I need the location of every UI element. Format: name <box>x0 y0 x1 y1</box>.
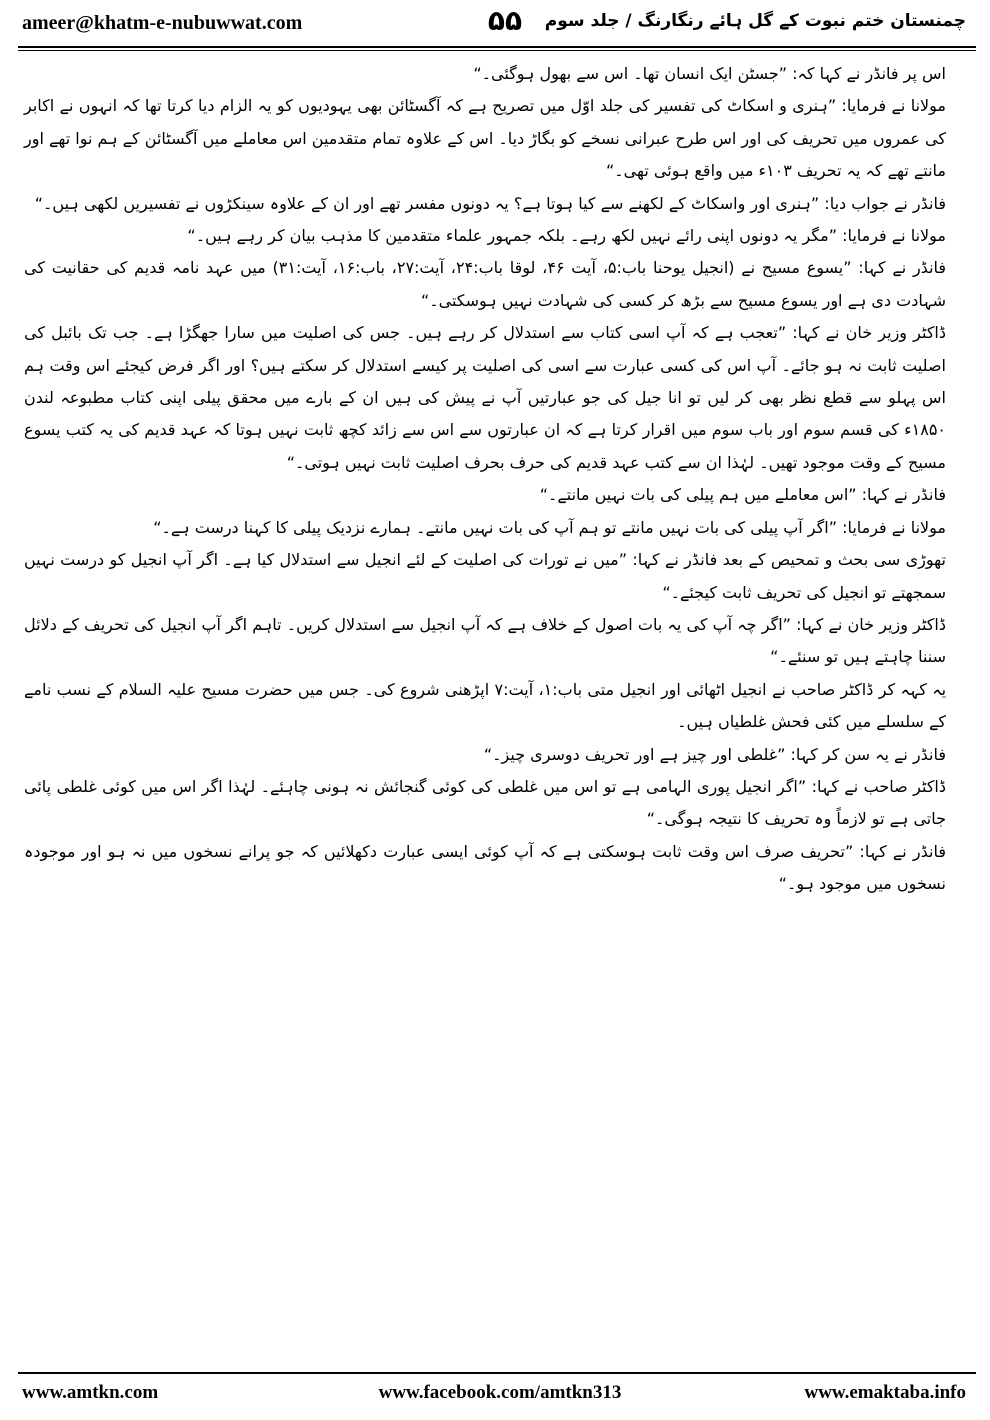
footer-rule <box>18 1372 976 1374</box>
paragraph: فانڈر نے یہ سن کر کہا: ”غلطی اور چیز ہے اور تحریف دوسری چیز۔“ <box>483 744 946 764</box>
footer-link-amtkn[interactable]: www.amtkn.com <box>22 1382 159 1403</box>
paragraph: ڈاکٹر صاحب نے کہا: ”اگر انجیل پوری الہامی ہے تو اس میں غلطی کی کوئی گنجائش نہ ہونی چاہئے۔ لہٰذا اگر اس میں کوئی غلطی پائی جاتی ہے تو لازماً وہ تحریف کا نتیجہ ہوگی۔“ <box>24 776 947 829</box>
paragraph: یہ کہہ کر ڈاکٹر صاحب نے انجیل اٹھائی اور انجیل متی باب:۱، آیت:۷ اپڑھنی شروع کی۔ جس میں حضرت مسیح علیہ السلام کے نسب نامے کے سلسلے میں کئی فحش غلطیاں ہیں۔ <box>24 679 947 732</box>
page-header <box>0 0 990 46</box>
footer-link-emaktaba[interactable]: www.emaktaba.info <box>804 1382 966 1403</box>
paragraph: ڈاکٹر وزیر خان نے کہا: ”تعجب ہے کہ آپ اسی کتاب سے استدلال کر رہے ہیں۔ جس کی اصلیت میں سارا جھگڑا ہے۔ جب تک بائبل کی اصلیت ثابت نہ ہو جائے۔ آپ اس کی کسی عبارت سے اسی کی اصلیت پر کیسے استدلال کر سکتے ہیں؟ اور اگر فرض کیجئے اس وقت ہم اس پہلو سے قطع نظر بھی کر لیں تو انا جیل کی جو عبارتیں آپ نے پیش کی ہیں ان کے بارے میں محقق پیلی اپنی کتاب مطبوعہ لندن ۱۸۵۰ء کی قسم سوم اور باب سوم میں اقرار کرتا ہے کہ ان عبارتوں سے اس سے زائد کچھ ثابت نہیں ہوتا کہ عہد قدیم کی یہ کتب یسوع مسیح کے وقت موجود تھیں۔ لہٰذا ان سے کتب عہد قدیم کی حرف بحرف اصلیت ثابت نہیں ہوتی۔“ <box>24 323 946 472</box>
header-email: ameer@khatm-e-nubuwwat.com <box>22 12 303 34</box>
paragraph: فانڈر نے کہا: ”یسوع مسیح نے (انجیل یوحنا باب:۵، آیت ۴۶، لوقا باب:۲۴، آیت:۲۷، باب:۱۶، آیت:۳۱) میں عہد نامہ قدیم کی حقانیت کی شہادت دی ہے اور یسوع مسیح سے بڑھ کر کسی کی شہادت نہیں ہوسکتی۔“ <box>24 258 947 310</box>
page-number: ۵۵ <box>487 4 523 37</box>
paragraph: فانڈر نے کہا: ”تحریف صرف اس وقت ثابت ہوسکتی ہے کہ آپ کوئی ایسی عبارت دکھلائیں کہ جو پرانے نسخوں میں نہ ہو اور موجودہ نسخوں میں موجود ہو۔“ <box>24 841 946 894</box>
book-title: چمنستان ختم نبوت کے گل ہائے رنگارنگ / جلد سوم <box>544 11 966 31</box>
paragraph: مولانا نے فرمایا: ”اگر آپ پیلی کی بات نہیں مانتے تو ہم آپ کی بات نہیں مانتے۔ ہمارے نزدیک پیلی کا کہنا درست ہے۔“ <box>153 517 946 537</box>
header-rule <box>18 46 976 48</box>
paragraph: ڈاکٹر وزیر خان نے کہا: ”اگر چہ آپ کی یہ بات اصول کے خلاف ہے کہ آپ انجیل سے استدلال کریں۔ تاہم اگر آپ انجیل کی تحریف کے دلائل سننا چاہتے ہیں تو سنئے۔“ <box>24 614 946 667</box>
paragraph: اس پر فانڈر نے کہا کہ: ”جسٹن ایک انسان تھا۔ اس سے بھول ہوگئی۔“ <box>473 64 946 83</box>
paragraph: فانڈر نے جواب دیا: ”ہنری اور واسکاٹ کے لکھنے سے کیا ہوتا ہے؟ یہ دونوں مفسر تھے اور ان کے علاوہ سینکڑوں نے تفسیریں لکھی ہیں۔“ <box>34 193 946 213</box>
footer-link-facebook[interactable]: www.facebook.com/amtkn313 <box>378 1382 622 1403</box>
page-footer <box>0 1382 990 1412</box>
page-body <box>24 58 968 1358</box>
paragraph: مولانا نے فرمایا: ”مگر یہ دونوں اپنی رائے نہیں لکھ رہے۔ بلکہ جمہور علماء متقدمین کا مذہب بیان کر رہے ہیں۔“ <box>187 226 946 246</box>
paragraph: مولانا نے فرمایا: ”ہنری و اسکاٹ کی تفسیر کی جلد اوّل میں تصریح ہے کہ آگسٹائن بھی یہودیوں کو یہ الزام دیا کرتا تھا کہ انہوں نے اکابر کی عمروں میں تحریف کی اور اس طرح عبرانی نسخے کو بگاڑ دیا۔ اس کے علاوہ تمام متقدمین اس معاملے میں آگسٹائن کے ہم نوا تھے اور مانتے تھے کہ یہ تحریف ۱۰۳ء میں واقع ہوئی تھی۔“ <box>24 96 946 181</box>
paragraph: فانڈر نے کہا: ”اس معاملے میں ہم پیلی کی بات نہیں مانتے۔“ <box>539 485 946 505</box>
paragraph: تھوڑی سی بحث و تمحیص کے بعد فانڈر نے کہا: ”میں نے تورات کی اصلیت کے لئے انجیل سے استدلال کیا ہے۔ اگر آپ انجیل کو درست نہیں سمجھتے تو انجیل کی تحریف ثابت کیجئے۔“ <box>24 550 946 602</box>
header-rule-thin <box>18 50 976 51</box>
